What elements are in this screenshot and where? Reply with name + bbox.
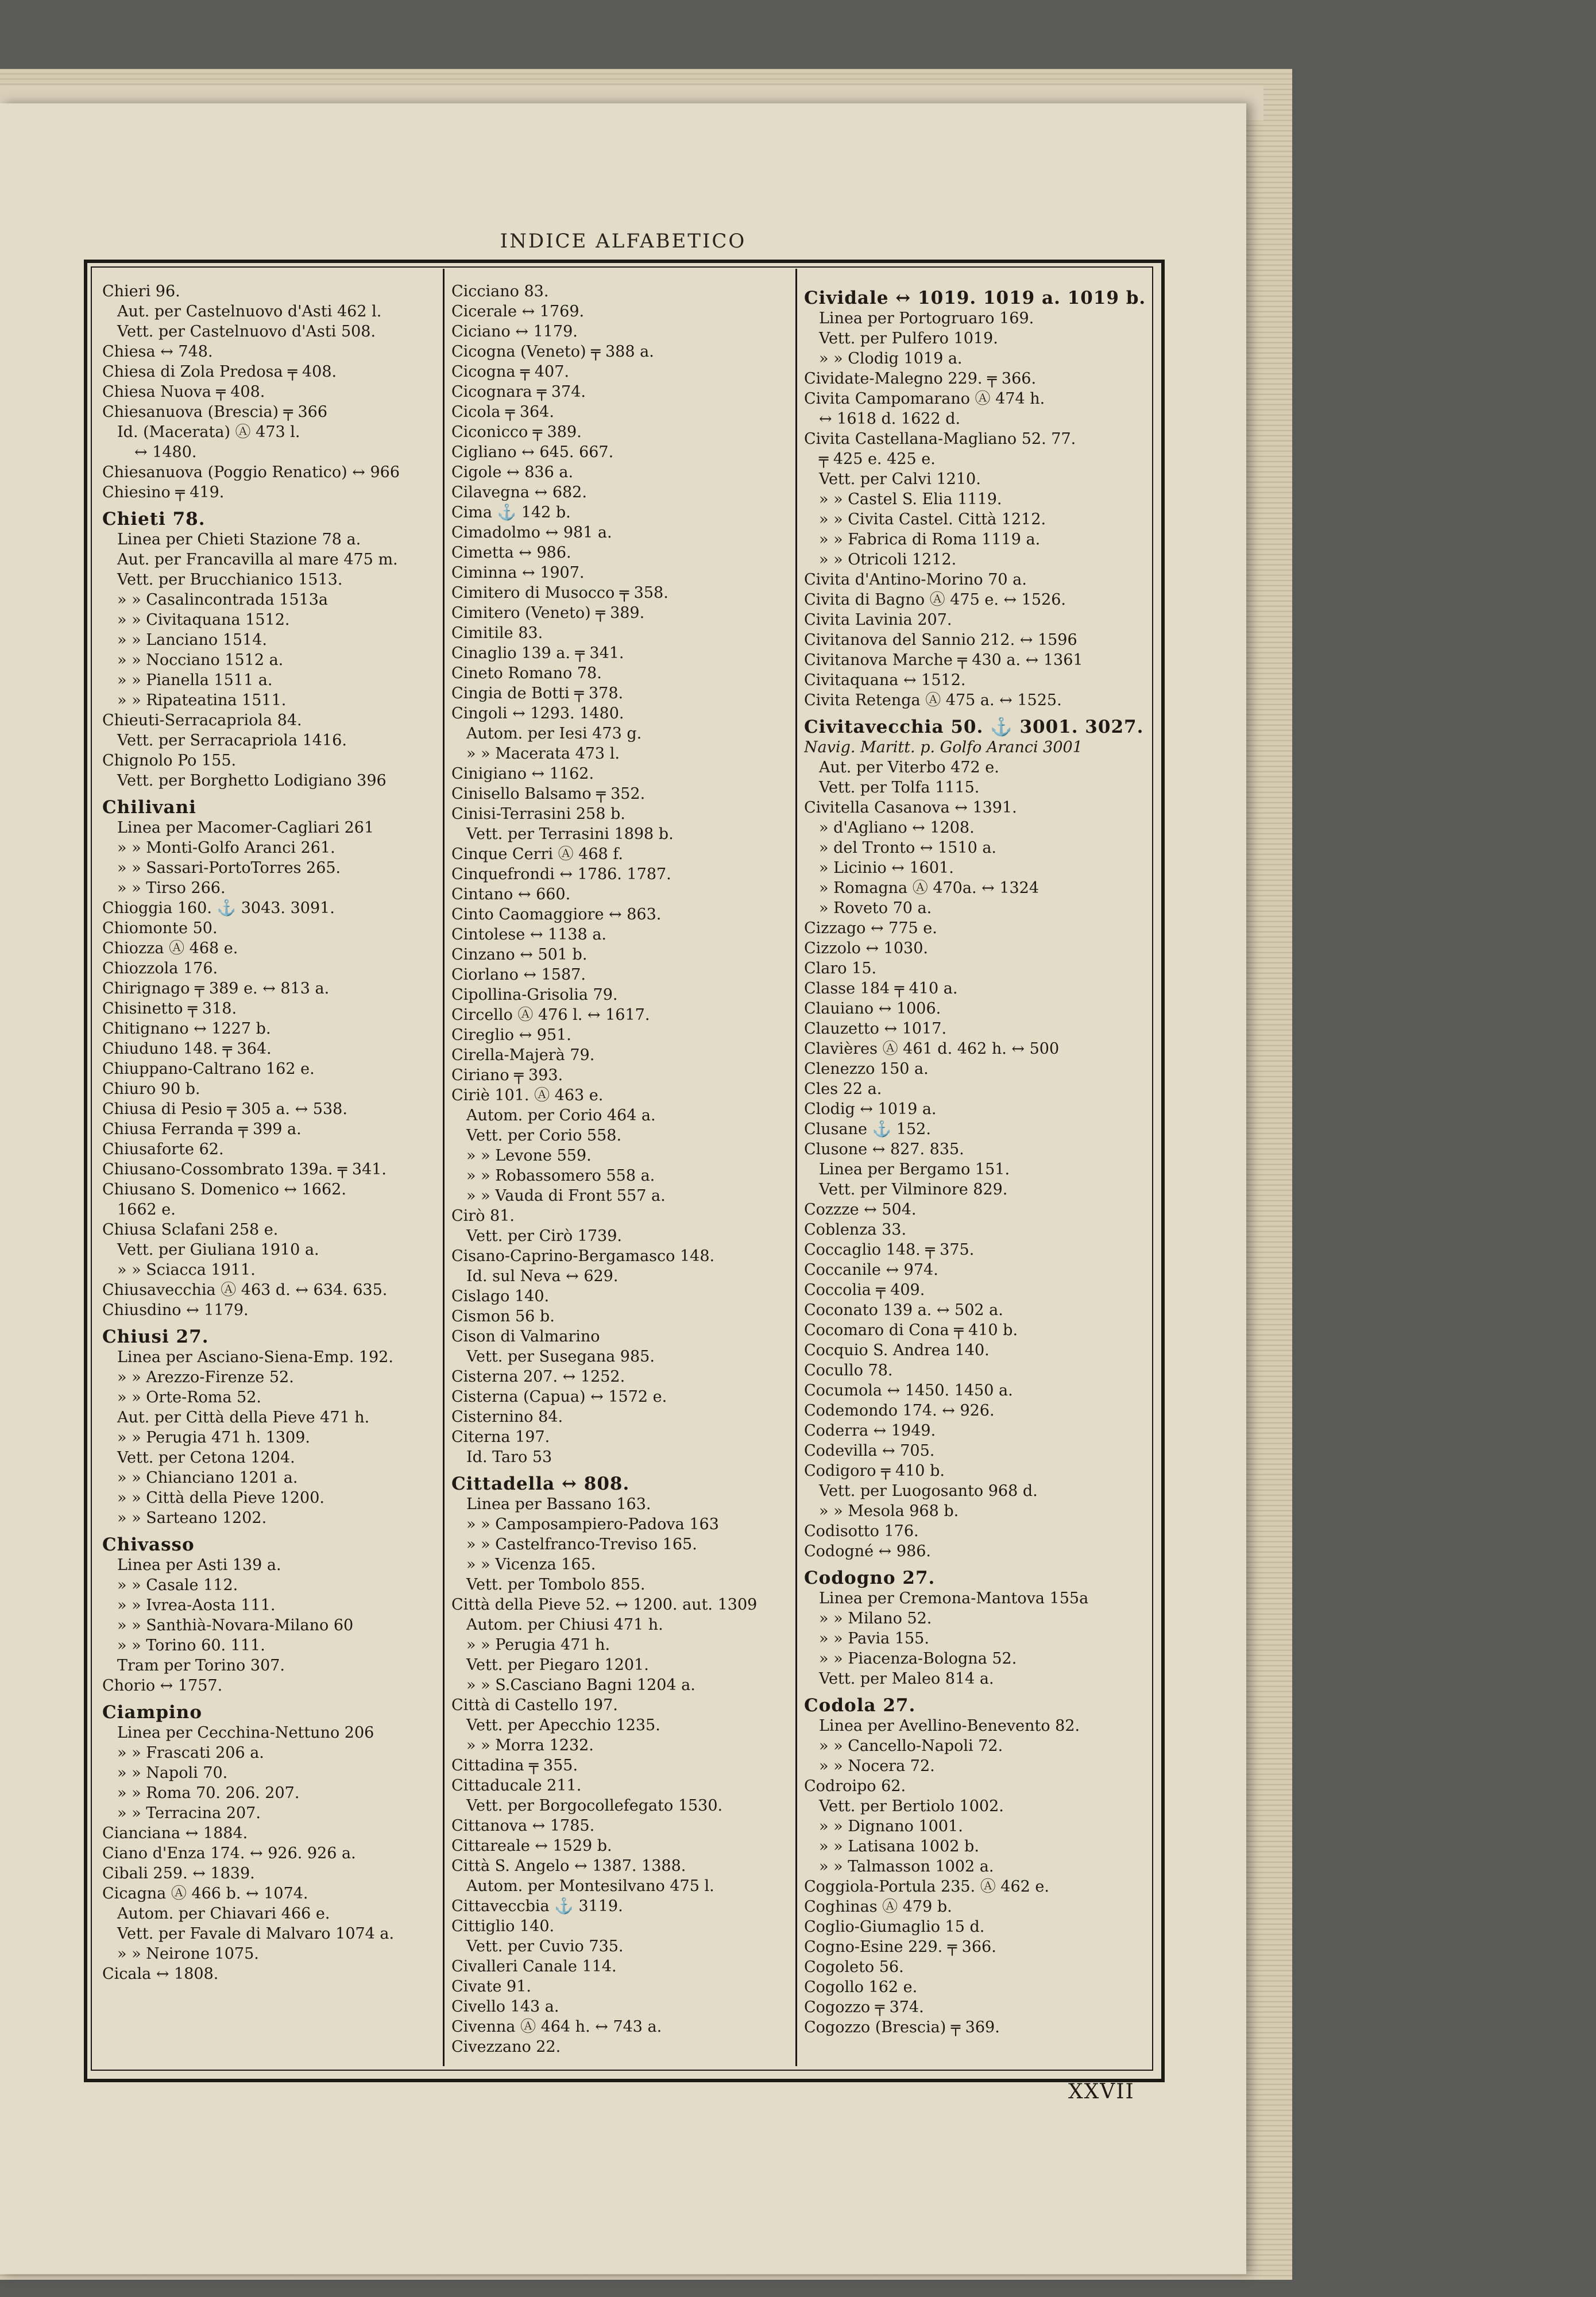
index-entry: Chirignago ╤ 389 e. ↔ 813 a. — [102, 980, 330, 997]
index-column-2 — [451, 281, 773, 2056]
index-entry: Linea per Cremona-Mantova 155a — [819, 1590, 1089, 1607]
index-entry: Vett. per Piegaro 1201. — [466, 1656, 649, 1674]
index-entry: Codevilla ↔ 705. — [804, 1442, 935, 1460]
index-entry: » » Perugia 471 h. — [466, 1636, 610, 1654]
index-entry: Ciano d'Enza 174. ↔ 926. 926 a. — [102, 1844, 356, 1862]
index-entry: Civita d'Antino-Morino 70 a. — [804, 571, 1027, 589]
index-entry: Ciorlano ↔ 1587. — [451, 966, 586, 984]
index-entry: Vett. per Calvi 1210. — [819, 470, 981, 488]
index-heading: Chiusi 27. — [102, 1327, 209, 1347]
index-entry: 1662 e. — [117, 1201, 176, 1219]
index-entry: Linea per Cecchina-Nettuno 206 — [117, 1724, 374, 1742]
index-entry: Cizzolo ↔ 1030. — [804, 939, 928, 957]
index-entry: » » Arezzo-Firenze 52. — [117, 1368, 294, 1386]
index-entry: » » Dignano 1001. — [819, 1818, 963, 1835]
index-entry: Chiesa ↔ 748. — [102, 343, 213, 361]
index-entry: Coblenza 33. — [804, 1221, 907, 1239]
index-entry: Ciminna ↔ 1907. — [451, 564, 585, 582]
index-entry: Cocomaro di Cona ╤ 410 b. — [804, 1321, 1018, 1339]
index-entry: » » Roma 70. 206. 207. — [117, 1784, 300, 1802]
index-entry: ↔ 1480. — [134, 443, 197, 461]
index-entry: Clenezzo 150 a. — [804, 1060, 929, 1078]
index-entry: » Romagna Ⓐ 470a. ↔ 1324 — [819, 879, 1039, 897]
index-entry: Chiozzola 176. — [102, 960, 218, 977]
index-entry: Cozzze ↔ 504. — [804, 1201, 917, 1219]
index-entry: » » Terracina 207. — [117, 1804, 261, 1822]
index-entry: » » Macerata 473 l. — [466, 745, 620, 763]
index-entry: Chisinetto ╤ 318. — [102, 1000, 237, 1018]
index-entry: Cireglio ↔ 951. — [451, 1026, 571, 1044]
index-heading: Ciampino — [102, 1703, 203, 1723]
index-entry: Cisterna (Capua) ↔ 1572 e. — [451, 1388, 667, 1406]
index-entry: Cinto Caomaggiore ↔ 863. — [451, 906, 662, 923]
index-entry: » » Perugia 471 h. 1309. — [117, 1429, 310, 1447]
page-header: INDICE ALFABETICO — [500, 230, 747, 253]
index-entry: Coconato 139 a. ↔ 502 a. — [804, 1301, 1003, 1319]
index-entry: » » Monti-Golfo Aranci 261. — [117, 839, 335, 857]
index-entry: Civalleri Canale 114. — [451, 1958, 617, 1975]
index-entry: Cinquefrondi ↔ 1786. 1787. — [451, 865, 671, 883]
index-entry: Cinisello Balsamo ╤ 352. — [451, 785, 646, 803]
index-entry: Vett. per Cetona 1204. — [117, 1449, 295, 1467]
index-entry: Vett. per Terrasini 1898 b. — [466, 825, 674, 843]
index-entry: » » Robassomero 558 a. — [466, 1167, 655, 1185]
index-entry: Chiesa di Zola Predosa ╤ 408. — [102, 363, 337, 381]
index-entry: » » Città della Pieve 1200. — [117, 1489, 324, 1507]
index-entry: Civitanova del Sannio 212. ↔ 1596 — [804, 631, 1077, 649]
index-entry: Vett. per Bertiolo 1002. — [819, 1797, 1004, 1815]
index-entry: Vett. per Cirò 1739. — [466, 1227, 622, 1245]
index-entry: Cicola ╤ 364. — [451, 403, 554, 421]
index-entry: Ciriano ╤ 393. — [451, 1066, 563, 1084]
index-entry: » » Camposampiero-Padova 163 — [466, 1515, 719, 1533]
index-entry: » » Ripateatina 1511. — [117, 691, 287, 709]
index-entry: » » Fabrica di Roma 1119 a. — [819, 531, 1041, 548]
index-entry: Clauzetto ↔ 1017. — [804, 1020, 947, 1038]
index-entry: Cogno-Esine 229. ╤ 366. — [804, 1938, 996, 1956]
index-entry: Chiesino ╤ 419. — [102, 484, 225, 501]
index-entry: » » Castel S. Elia 1119. — [819, 490, 1002, 508]
index-entry: » » Casalincontrada 1513a — [117, 591, 328, 609]
index-entry: Civitaquana ↔ 1512. — [804, 671, 966, 689]
index-entry: Vett. per Cuvio 735. — [466, 1938, 624, 1955]
index-entry: Chiesanuova (Poggio Renatico) ↔ 966 — [102, 463, 400, 481]
index-entry: Circello Ⓐ 476 l. ↔ 1617. — [451, 1006, 650, 1024]
index-entry: Chiuduno 148. ╤ 364. — [102, 1040, 272, 1058]
index-entry: Cinigiano ↔ 1162. — [451, 765, 594, 783]
index-entry: Cirella-Majerà 79. — [451, 1046, 595, 1064]
index-entry: Civitanova Marche ╤ 430 a. ↔ 1361 — [804, 651, 1083, 669]
index-entry: Autom. per Montesilvano 475 l. — [466, 1877, 714, 1895]
index-entry: Vett. per Giuliana 1910 a. — [117, 1241, 319, 1259]
index-entry: Clusone ↔ 827. 835. — [804, 1140, 964, 1158]
index-entry: Cittadina ╤ 355. — [451, 1757, 578, 1774]
column-divider-2 — [795, 269, 797, 2066]
index-entry: Cingia de Botti ╤ 378. — [451, 685, 624, 702]
index-entry: Codemondo 174. ↔ 926. — [804, 1402, 995, 1420]
index-entry: Cicognara ╤ 374. — [451, 383, 586, 401]
index-entry: Cingoli ↔ 1293. 1480. — [451, 705, 624, 722]
index-entry: Cocullo 78. — [804, 1362, 893, 1379]
index-entry: Clavières Ⓐ 461 d. 462 h. ↔ 500 — [804, 1040, 1060, 1058]
index-entry: » » Vauda di Front 557 a. — [466, 1187, 666, 1205]
index-entry: Cogozzo ╤ 374. — [804, 1998, 924, 2016]
index-entry: Ciciano ↔ 1179. — [451, 323, 578, 341]
index-entry: » » Santhià-Novara-Milano 60 — [117, 1617, 354, 1634]
index-entry: Clusane ⚓ 152. — [804, 1120, 931, 1138]
index-entry: Coghinas Ⓐ 479 b. — [804, 1898, 952, 1916]
index-entry: Chiusa di Pesio ╤ 305 a. ↔ 538. — [102, 1100, 347, 1118]
index-entry: Id. Taro 53 — [466, 1448, 552, 1466]
index-entry: Chitignano ↔ 1227 b. — [102, 1020, 271, 1038]
column-divider-1 — [443, 269, 445, 2066]
index-entry: Civitella Casanova ↔ 1391. — [804, 799, 1017, 817]
index-entry: » » Casale 112. — [117, 1576, 238, 1594]
index-heading: Codogno 27. — [804, 1568, 936, 1588]
index-entry: » » Vicenza 165. — [466, 1556, 596, 1573]
index-entry: Cintolese ↔ 1138 a. — [451, 926, 606, 943]
index-entry: Chiesanuova (Brescia) ╤ 366 — [102, 403, 328, 421]
index-entry: Chiuro 90 b. — [102, 1080, 200, 1098]
index-entry: » » Lanciano 1514. — [117, 631, 267, 649]
index-entry: Autom. per Chiavari 466 e. — [117, 1905, 330, 1923]
index-entry: Civezzano 22. — [451, 2038, 561, 2056]
index-entry: Cigole ↔ 836 a. — [451, 463, 574, 481]
index-entry: Aut. per Castelnuovo d'Asti 462 l. — [117, 303, 382, 320]
index-entry: Civita Castellana-Magliano 52. 77. — [804, 430, 1076, 448]
index-entry: Navig. Maritt. p. Golfo Aranci 3001 — [804, 738, 1083, 756]
index-entry: Aut. per Città della Pieve 471 h. — [117, 1409, 370, 1426]
index-entry: Chiusdino ↔ 1179. — [102, 1301, 249, 1319]
index-entry: Chiusaforte 62. — [102, 1140, 224, 1158]
index-entry: Cizzago ↔ 775 e. — [804, 919, 937, 937]
index-entry: Linea per Portogruaro 169. — [819, 310, 1034, 327]
index-entry: Claro 15. — [804, 960, 877, 977]
index-entry: Coccanile ↔ 974. — [804, 1261, 938, 1279]
index-entry: Vett. per Favale di Malvaro 1074 a. — [117, 1925, 395, 1943]
index-entry: Vett. per Castelnuovo d'Asti 508. — [117, 323, 376, 341]
index-heading: Cividale ↔ 1019. 1019 a. 1019 b. — [804, 288, 1146, 308]
index-entry: Vett. per Maleo 814 a. — [819, 1670, 994, 1688]
index-entry: Linea per Asti 139 a. — [117, 1556, 281, 1574]
index-entry: Chorio ↔ 1757. — [102, 1677, 223, 1695]
index-entry: Cirò 81. — [451, 1207, 515, 1225]
index-entry: » » Otricoli 1212. — [819, 551, 957, 569]
index-entry: Linea per Macomer-Cagliari 261 — [117, 819, 374, 837]
index-entry: Cimitile 83. — [451, 624, 543, 642]
index-entry: » » Piacenza-Bologna 52. — [819, 1650, 1017, 1668]
index-entry: Cicogna ╤ 407. — [451, 363, 569, 381]
index-entry: Chiusa Sclafani 258 e. — [102, 1221, 279, 1239]
index-entry: Id. sul Neva ↔ 629. — [466, 1267, 619, 1285]
index-entry: Cianciana ↔ 1884. — [102, 1824, 248, 1842]
index-entry: Vett. per Borgocollefegato 1530. — [466, 1797, 723, 1815]
index-entry: Cimetta ↔ 986. — [451, 544, 571, 562]
index-entry: Cocquio S. Andrea 140. — [804, 1341, 990, 1359]
index-entry: Tram per Torino 307. — [117, 1657, 285, 1675]
index-entry: Cocumola ↔ 1450. 1450 a. — [804, 1382, 1013, 1399]
index-entry: Coglio-Giumaglio 15 d. — [804, 1918, 985, 1936]
index-entry: » » Neirone 1075. — [117, 1945, 259, 1963]
index-entry: » » Chianciano 1201 a. — [117, 1469, 298, 1487]
index-column-3 — [804, 281, 1149, 2056]
index-entry: Cineto Romano 78. — [451, 664, 602, 682]
index-entry: » Licinio ↔ 1601. — [819, 859, 954, 877]
index-entry: Cles 22 a. — [804, 1080, 882, 1098]
index-entry: Codroipo 62. — [804, 1777, 906, 1795]
index-entry: Cislago 140. — [451, 1287, 550, 1305]
index-entry: » » Castelfranco-Treviso 165. — [466, 1536, 697, 1553]
index-entry: Chiusano S. Domenico ↔ 1662. — [102, 1181, 346, 1198]
index-heading: Civitavecchia 50. ⚓ 3001. 3027. — [804, 717, 1144, 737]
index-entry: » » Latisana 1002 b. — [819, 1838, 979, 1855]
index-entry: » » Civita Castel. Città 1212. — [819, 511, 1046, 528]
index-entry: Vett. per Tombolo 855. — [466, 1576, 646, 1594]
index-entry: » Roveto 70 a. — [819, 899, 932, 917]
index-heading: Chieti 78. — [102, 509, 206, 529]
index-entry: Vett. per Brucchianico 1513. — [117, 571, 343, 589]
index-entry: Cicagna Ⓐ 466 b. ↔ 1074. — [102, 1885, 308, 1902]
index-entry: Città S. Angelo ↔ 1387. 1388. — [451, 1857, 686, 1875]
index-entry: Coderra ↔ 1949. — [804, 1422, 936, 1440]
index-entry: Vett. per Luogosanto 968 d. — [819, 1482, 1038, 1500]
index-entry: Cimadolmo ↔ 981 a. — [451, 524, 612, 542]
index-entry: Civate 91. — [451, 1978, 531, 1996]
index-entry: » » Sassari-PortoTorres 265. — [117, 859, 341, 877]
index-entry: Cison di Valmarino — [451, 1328, 600, 1345]
index-entry: Cittiglio 140. — [451, 1917, 555, 1935]
index-entry: » » Talmasson 1002 a. — [819, 1858, 994, 1876]
index-entry: Chignolo Po 155. — [102, 752, 237, 769]
index-entry: Cismon 56 b. — [451, 1308, 555, 1325]
index-entry: Cima ⚓ 142 b. — [451, 504, 571, 521]
index-entry: Cicciano 83. — [451, 283, 549, 300]
index-entry: Aut. per Viterbo 472 e. — [819, 759, 999, 776]
index-entry: Civenna Ⓐ 464 h. ↔ 743 a. — [451, 2018, 662, 2036]
index-entry: Chiusa Ferranda ╤ 399 a. — [102, 1120, 302, 1138]
index-entry: Cinaglio 139 a. ╤ 341. — [451, 644, 624, 662]
index-entry: Vett. per Serracapriola 1416. — [117, 732, 347, 749]
index-entry: Autom. per Corio 464 a. — [466, 1107, 656, 1124]
index-entry: Chiuppano-Caltrano 162 e. — [102, 1060, 315, 1078]
index-entry: Cittaveccbia ⚓ 3119. — [451, 1897, 623, 1915]
index-heading: Cittadella ↔ 808. — [451, 1474, 630, 1494]
index-entry: Codogné ↔ 986. — [804, 1542, 932, 1560]
index-entry: ↔ 1618 d. 1622 d. — [819, 410, 961, 428]
index-entry: Cisterna 207. ↔ 1252. — [451, 1368, 625, 1386]
index-entry: » » Sciacca 1911. — [117, 1261, 256, 1279]
index-entry: » » Sarteano 1202. — [117, 1509, 267, 1527]
index-entry: Ciconicco ╤ 389. — [451, 423, 582, 441]
index-entry: Chiusano-Cossombrato 139a. ╤ 341. — [102, 1161, 387, 1178]
index-entry: Linea per Bergamo 151. — [819, 1161, 1010, 1178]
index-entry: Cogozzo (Brescia) ╤ 369. — [804, 2018, 1000, 2036]
index-entry: » » Napoli 70. — [117, 1764, 228, 1782]
index-entry: Vett. per Apecchio 1235. — [466, 1716, 660, 1734]
index-entry: » » Ivrea-Aosta 111. — [117, 1596, 276, 1614]
index-heading: Chilivani — [102, 798, 196, 818]
page-number: XXVII — [1068, 2080, 1135, 2103]
index-entry: » » Frascati 206 a. — [117, 1744, 264, 1762]
index-entry: » d'Agliano ↔ 1208. — [819, 819, 975, 837]
index-entry: » » Cancello-Napoli 72. — [819, 1737, 1003, 1755]
index-entry: Cogoleto 56. — [804, 1958, 904, 1976]
index-entry: Cigliano ↔ 645. 667. — [451, 443, 614, 461]
index-entry: Chioggia 160. ⚓ 3043. 3091. — [102, 899, 335, 917]
index-entry: Cicala ↔ 1808. — [102, 1965, 219, 1983]
index-entry: » » Clodig 1019 a. — [819, 350, 963, 368]
index-entry: Vett. per Vilminore 829. — [819, 1181, 1008, 1198]
index-entry: » » Levone 559. — [466, 1147, 592, 1165]
index-entry: » » S.Casciano Bagni 1204 a. — [466, 1676, 695, 1694]
index-entry: Chiomonte 50. — [102, 919, 218, 937]
index-entry: Cimitero (Veneto) ╤ 389. — [451, 604, 645, 622]
index-entry: Civita Lavinia 207. — [804, 611, 952, 629]
index-entry: Clauiano ↔ 1006. — [804, 1000, 941, 1018]
index-entry: Citerna 197. — [451, 1428, 550, 1446]
index-entry: Civita Campomarano Ⓐ 474 h. — [804, 390, 1045, 408]
index-heading: Chivasso — [102, 1535, 195, 1555]
index-entry: Autom. per Chiusi 471 h. — [466, 1616, 663, 1634]
index-entry: Clodig ↔ 1019 a. — [804, 1100, 937, 1118]
index-entry: » » Tirso 266. — [117, 879, 226, 897]
index-entry: Cipollina-Grisolia 79. — [451, 986, 618, 1004]
index-entry: » » Pianella 1511 a. — [117, 671, 273, 689]
index-entry: Cividate-Malegno 229. ╤ 366. — [804, 370, 1037, 388]
index-entry: Chiozza Ⓐ 468 e. — [102, 939, 238, 957]
index-entry: Cogollo 162 e. — [804, 1978, 918, 1996]
index-entry: Cittaducale 211. — [451, 1777, 582, 1795]
index-entry: Autom. per Iesi 473 g. — [466, 725, 642, 743]
index-entry: Cittanova ↔ 1785. — [451, 1817, 595, 1835]
index-entry: Cittareale ↔ 1529 b. — [451, 1837, 612, 1855]
index-entry: Civita di Bagno Ⓐ 475 e. ↔ 1526. — [804, 591, 1066, 609]
index-entry: Aut. per Francavilla al mare 475 m. — [117, 551, 398, 569]
index-entry: » » Morra 1232. — [466, 1737, 594, 1754]
index-entry: Chieuti-Serracapriola 84. — [102, 711, 302, 729]
index-entry: Chieri 96. — [102, 283, 180, 300]
index-entry: » » Orte-Roma 52. — [117, 1389, 262, 1406]
index-entry: » » Pavia 155. — [819, 1630, 929, 1648]
index-entry: Coggiola-Portula 235. Ⓐ 462 e. — [804, 1878, 1049, 1896]
index-entry: Id. (Macerata) Ⓐ 473 l. — [117, 423, 300, 441]
index-entry: » » Nocera 72. — [819, 1757, 935, 1775]
index-entry: Linea per Bassano 163. — [466, 1495, 651, 1513]
index-heading: Codola 27. — [804, 1696, 916, 1716]
index-entry: Città della Pieve 52. ↔ 1200. aut. 1309 — [451, 1596, 758, 1614]
index-entry: » » Torino 60. 111. — [117, 1637, 265, 1654]
index-entry: Coccaglio 148. ╤ 375. — [804, 1241, 975, 1259]
index-entry: Linea per Chieti Stazione 78 a. — [117, 531, 361, 548]
index-entry: Cilavegna ↔ 682. — [451, 484, 587, 501]
index-entry: Linea per Asciano-Siena-Emp. 192. — [117, 1348, 393, 1366]
index-entry: » » Nocciano 1512 a. — [117, 651, 284, 669]
index-entry: Cinzano ↔ 501 b. — [451, 946, 588, 964]
index-entry: Vett. per Pulfero 1019. — [819, 330, 998, 347]
index-entry: Cimitero di Musocco ╤ 358. — [451, 584, 668, 602]
index-entry: Cicerale ↔ 1769. — [451, 303, 585, 320]
index-entry: Cibali 259. ↔ 1839. — [102, 1865, 255, 1882]
index-entry: Vett. per Corio 558. — [466, 1127, 622, 1144]
index-entry: Vett. per Susegana 985. — [466, 1348, 655, 1366]
index-entry: Vett. per Tolfa 1115. — [819, 779, 980, 796]
index-entry: Cinisi-Terrasini 258 b. — [451, 805, 625, 823]
index-entry: Coccolia ╤ 409. — [804, 1281, 925, 1299]
index-entry: Chiesa Nuova ╤ 408. — [102, 383, 265, 401]
index-entry: Civello 143 a. — [451, 1998, 559, 2016]
index-entry: » » Milano 52. — [819, 1610, 932, 1627]
index-entry: » » Civitaquana 1512. — [117, 611, 290, 629]
index-entry: Città di Castello 197. — [451, 1696, 618, 1714]
index-entry: Cisano-Caprino-Bergamasco 148. — [451, 1247, 715, 1265]
index-column-1 — [102, 281, 424, 2056]
index-entry: Vett. per Borghetto Lodigiano 396 — [117, 772, 387, 790]
index-entry: ╤ 425 e. 425 e. — [819, 450, 936, 468]
index-entry: Codisotto 176. — [804, 1522, 919, 1540]
index-entry: Cisternino 84. — [451, 1408, 563, 1426]
index-entry: Linea per Avellino-Benevento 82. — [819, 1717, 1080, 1735]
index-entry: Ciriè 101. Ⓐ 463 e. — [451, 1086, 604, 1104]
index-entry: Cintano ↔ 660. — [451, 885, 571, 903]
index-entry: » » Mesola 968 b. — [819, 1502, 959, 1520]
index-entry: Civita Retenga Ⓐ 475 a. ↔ 1525. — [804, 691, 1062, 709]
index-entry: Codigoro ╤ 410 b. — [804, 1462, 945, 1480]
index-entry: Cicogna (Veneto) ╤ 388 a. — [451, 343, 654, 361]
index-entry: » del Tronto ↔ 1510 a. — [819, 839, 997, 857]
index-entry: Chiusavecchia Ⓐ 463 d. ↔ 634. 635. — [102, 1281, 388, 1299]
index-entry: Cinque Cerri Ⓐ 468 f. — [451, 845, 623, 863]
index-entry: Classe 184 ╤ 410 a. — [804, 980, 958, 997]
